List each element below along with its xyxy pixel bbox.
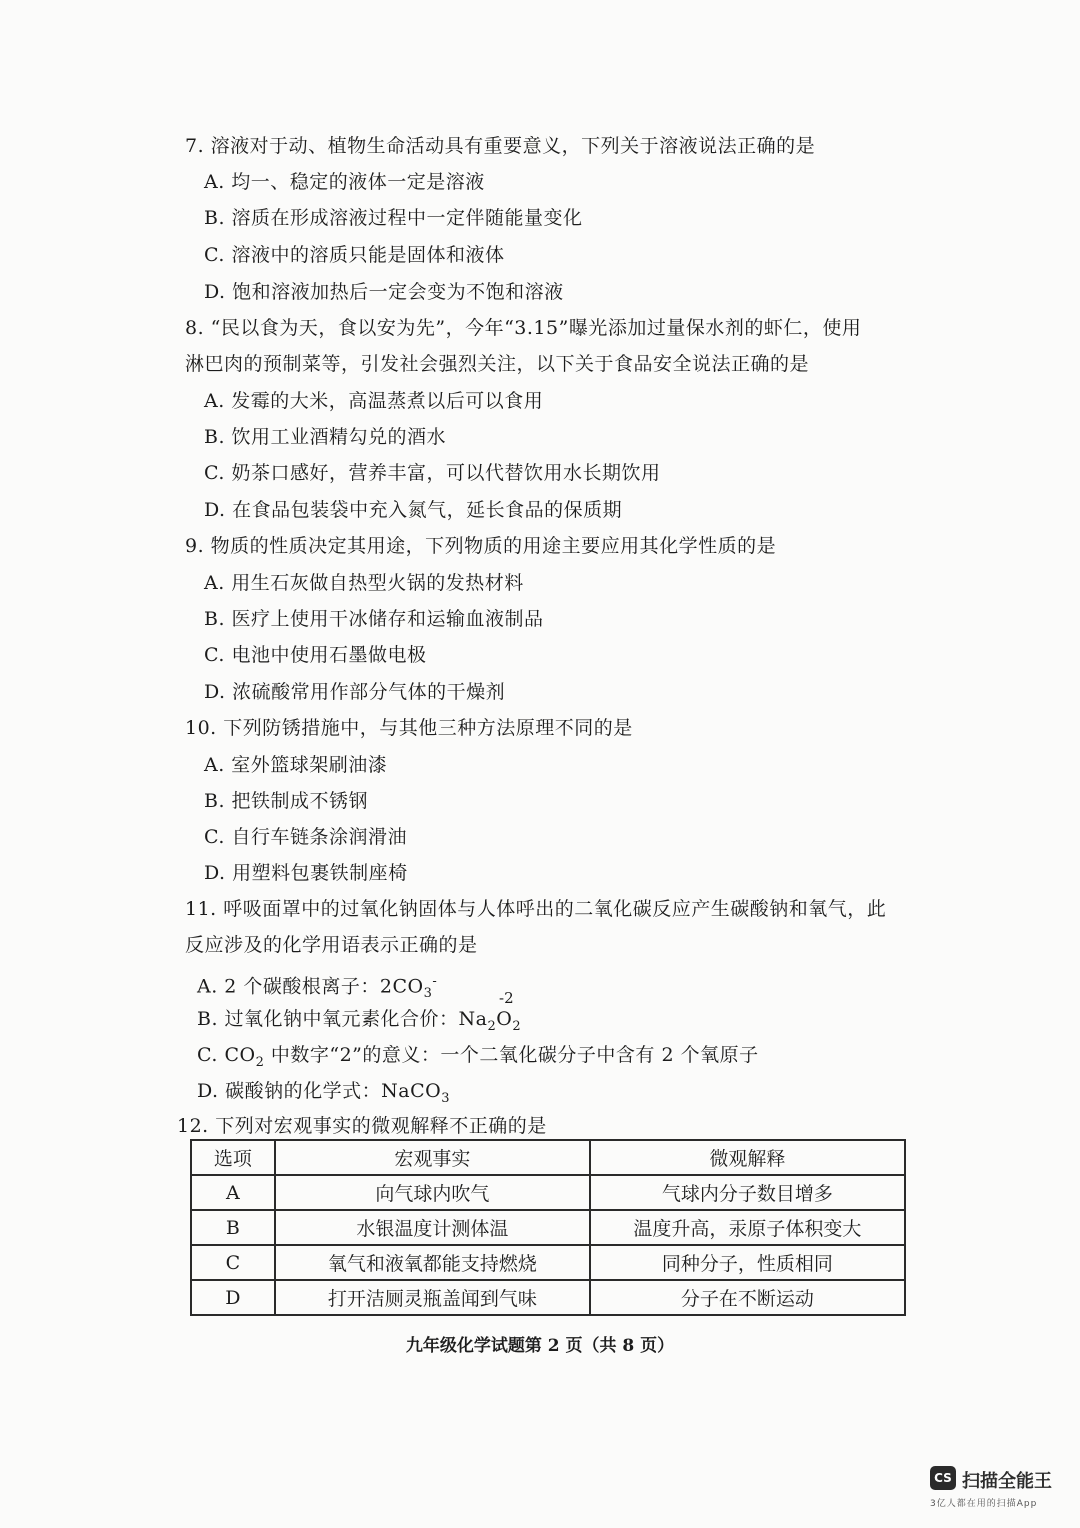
option-b-oxygen: O [496, 1008, 513, 1030]
question-11-stem-line2: 反应涉及的化学用语表示正确的是 [185, 934, 478, 956]
table-cell-option: A [191, 1175, 275, 1210]
question-9-option-b: B. 医疗上使用干冰储存和运输血液制品 [204, 608, 544, 630]
option-d-text: D. 碳酸钠的化学式：NaCO [197, 1080, 442, 1102]
question-9-stem: 9. 物质的性质决定其用途，下列物质的用途主要应用其化学性质的是 [185, 535, 777, 557]
watermark-subtitle: 3亿人都在用的扫描App [930, 1499, 1038, 1509]
table-row [191, 1280, 905, 1315]
table-row [191, 1210, 905, 1245]
question-10-option-c: C. 自行车链条涂润滑油 [204, 826, 407, 848]
question-11-option-d [197, 1079, 450, 1111]
table-cell-fact: 打开洁厕灵瓶盖闻到气味 [275, 1280, 590, 1315]
question-11-option-c [197, 1043, 759, 1075]
question-7-option-c: C. 溶液中的溶质只能是固体和液体 [204, 244, 505, 266]
question-7-option-d: D. 饱和溶液加热后一定会变为不饱和溶液 [204, 281, 564, 303]
valence-label: -2 [499, 989, 514, 1007]
option-b-text: B. 过氧化钠中氧元素化合价：Na [197, 1008, 488, 1030]
table-cell-explanation: 分子在不断运动 [590, 1280, 905, 1315]
question-8-option-b: B. 饮用工业酒精勾兑的酒水 [204, 426, 447, 448]
table-row [191, 1175, 905, 1210]
table-header-micro-explanation: 微观解释 [590, 1140, 905, 1175]
table-cell-fact: 向气球内吹气 [275, 1175, 590, 1210]
question-8-option-a: A. 发霉的大米，高温蒸煮以后可以食用 [204, 390, 544, 412]
camscanner-logo-icon: CS [930, 1466, 956, 1490]
question-8-option-c: C. 奶茶口感好，营养丰富，可以代替饮用水长期饮用 [204, 462, 661, 484]
question-11-option-b [197, 1007, 521, 1039]
watermark-title: 扫描全能王 [962, 1471, 1052, 1492]
question-8-stem-line2: 淋巴肉的预制菜等，引发社会强烈关注，以下关于食品安全说法正确的是 [185, 353, 810, 375]
table-cell-fact: 氧气和液氧都能支持燃烧 [275, 1245, 590, 1280]
question-11-stem-line1: 11. 呼吸面罩中的过氧化钠固体与人体呼出的二氧化碳反应产生碳酸钠和氧气，此 [185, 898, 887, 920]
option-b-subscript-1: 2 [487, 1018, 497, 1034]
option-d-subscript: 3 [441, 1090, 450, 1106]
table-cell-option: C [191, 1245, 275, 1280]
question-11-option-a [197, 970, 437, 1006]
option-a-superscript: - [432, 974, 438, 989]
scanner-watermark [930, 1466, 1060, 1516]
option-c-prefix: C. CO [197, 1044, 256, 1066]
question-8-option-d: D. 在食品包装袋中充入氮气，延长食品的保质期 [204, 499, 623, 521]
question-8-stem-line1: 8. “民以食为天，食以安为先”，今年“3.15”曝光添加过量保水剂的虾仁，使用 [185, 317, 862, 339]
question-9-option-a: A. 用生石灰做自热型火锅的发热材料 [204, 572, 524, 594]
table-header-macro-fact: 宏观事实 [275, 1140, 590, 1175]
question-10-option-b: B. 把铁制成不锈钢 [204, 790, 369, 812]
page-footer: 九年级化学试题第 2 页（共 8 页） [405, 1336, 675, 1356]
question-7-option-b: B. 溶质在形成溶液过程中一定伴随能量变化 [204, 207, 583, 229]
option-a-text: A. 2 个碳酸根离子：2CO [197, 975, 424, 998]
option-c-text: 中数字“2”的意义：一个二氧化碳分子中含有 2 个氧原子 [264, 1044, 759, 1066]
table-header-option: 选项 [191, 1140, 275, 1175]
table-cell-explanation: 温度升高，汞原子体积变大 [590, 1210, 905, 1245]
option-b-subscript-2: 2 [512, 1018, 522, 1034]
question-10-option-d: D. 用塑料包裹铁制座椅 [204, 862, 408, 884]
question-10-stem: 10. 下列防锈措施中，与其他三种方法原理不同的是 [185, 717, 633, 739]
table-cell-explanation: 同种分子，性质相同 [590, 1245, 905, 1280]
table-header-row [191, 1140, 905, 1175]
table-cell-fact: 水银温度计测体温 [275, 1210, 590, 1245]
question-9-option-d: D. 浓硫酸常用作部分气体的干燥剂 [204, 681, 506, 703]
table-row [191, 1245, 905, 1280]
table-cell-option: D [191, 1280, 275, 1315]
question-9-option-c: C. 电池中使用石墨做电极 [204, 644, 427, 666]
option-c-subscript: 2 [255, 1054, 265, 1070]
question-7-option-a: A. 均一、稳定的液体一定是溶液 [204, 171, 485, 193]
question-7-stem: 7. 溶液对于动、植物生命活动具有重要意义，下列关于溶液说法正确的是 [185, 135, 816, 157]
option-a-subscript: 3 [423, 986, 433, 1002]
question-12-stem: 12. 下列对宏观事实的微观解释不正确的是 [177, 1115, 547, 1137]
table-cell-explanation: 气球内分子数目增多 [590, 1175, 905, 1210]
question-12-table [190, 1139, 906, 1316]
question-10-option-a: A. 室外篮球架刷油漆 [204, 754, 388, 776]
table-cell-option: B [191, 1210, 275, 1245]
